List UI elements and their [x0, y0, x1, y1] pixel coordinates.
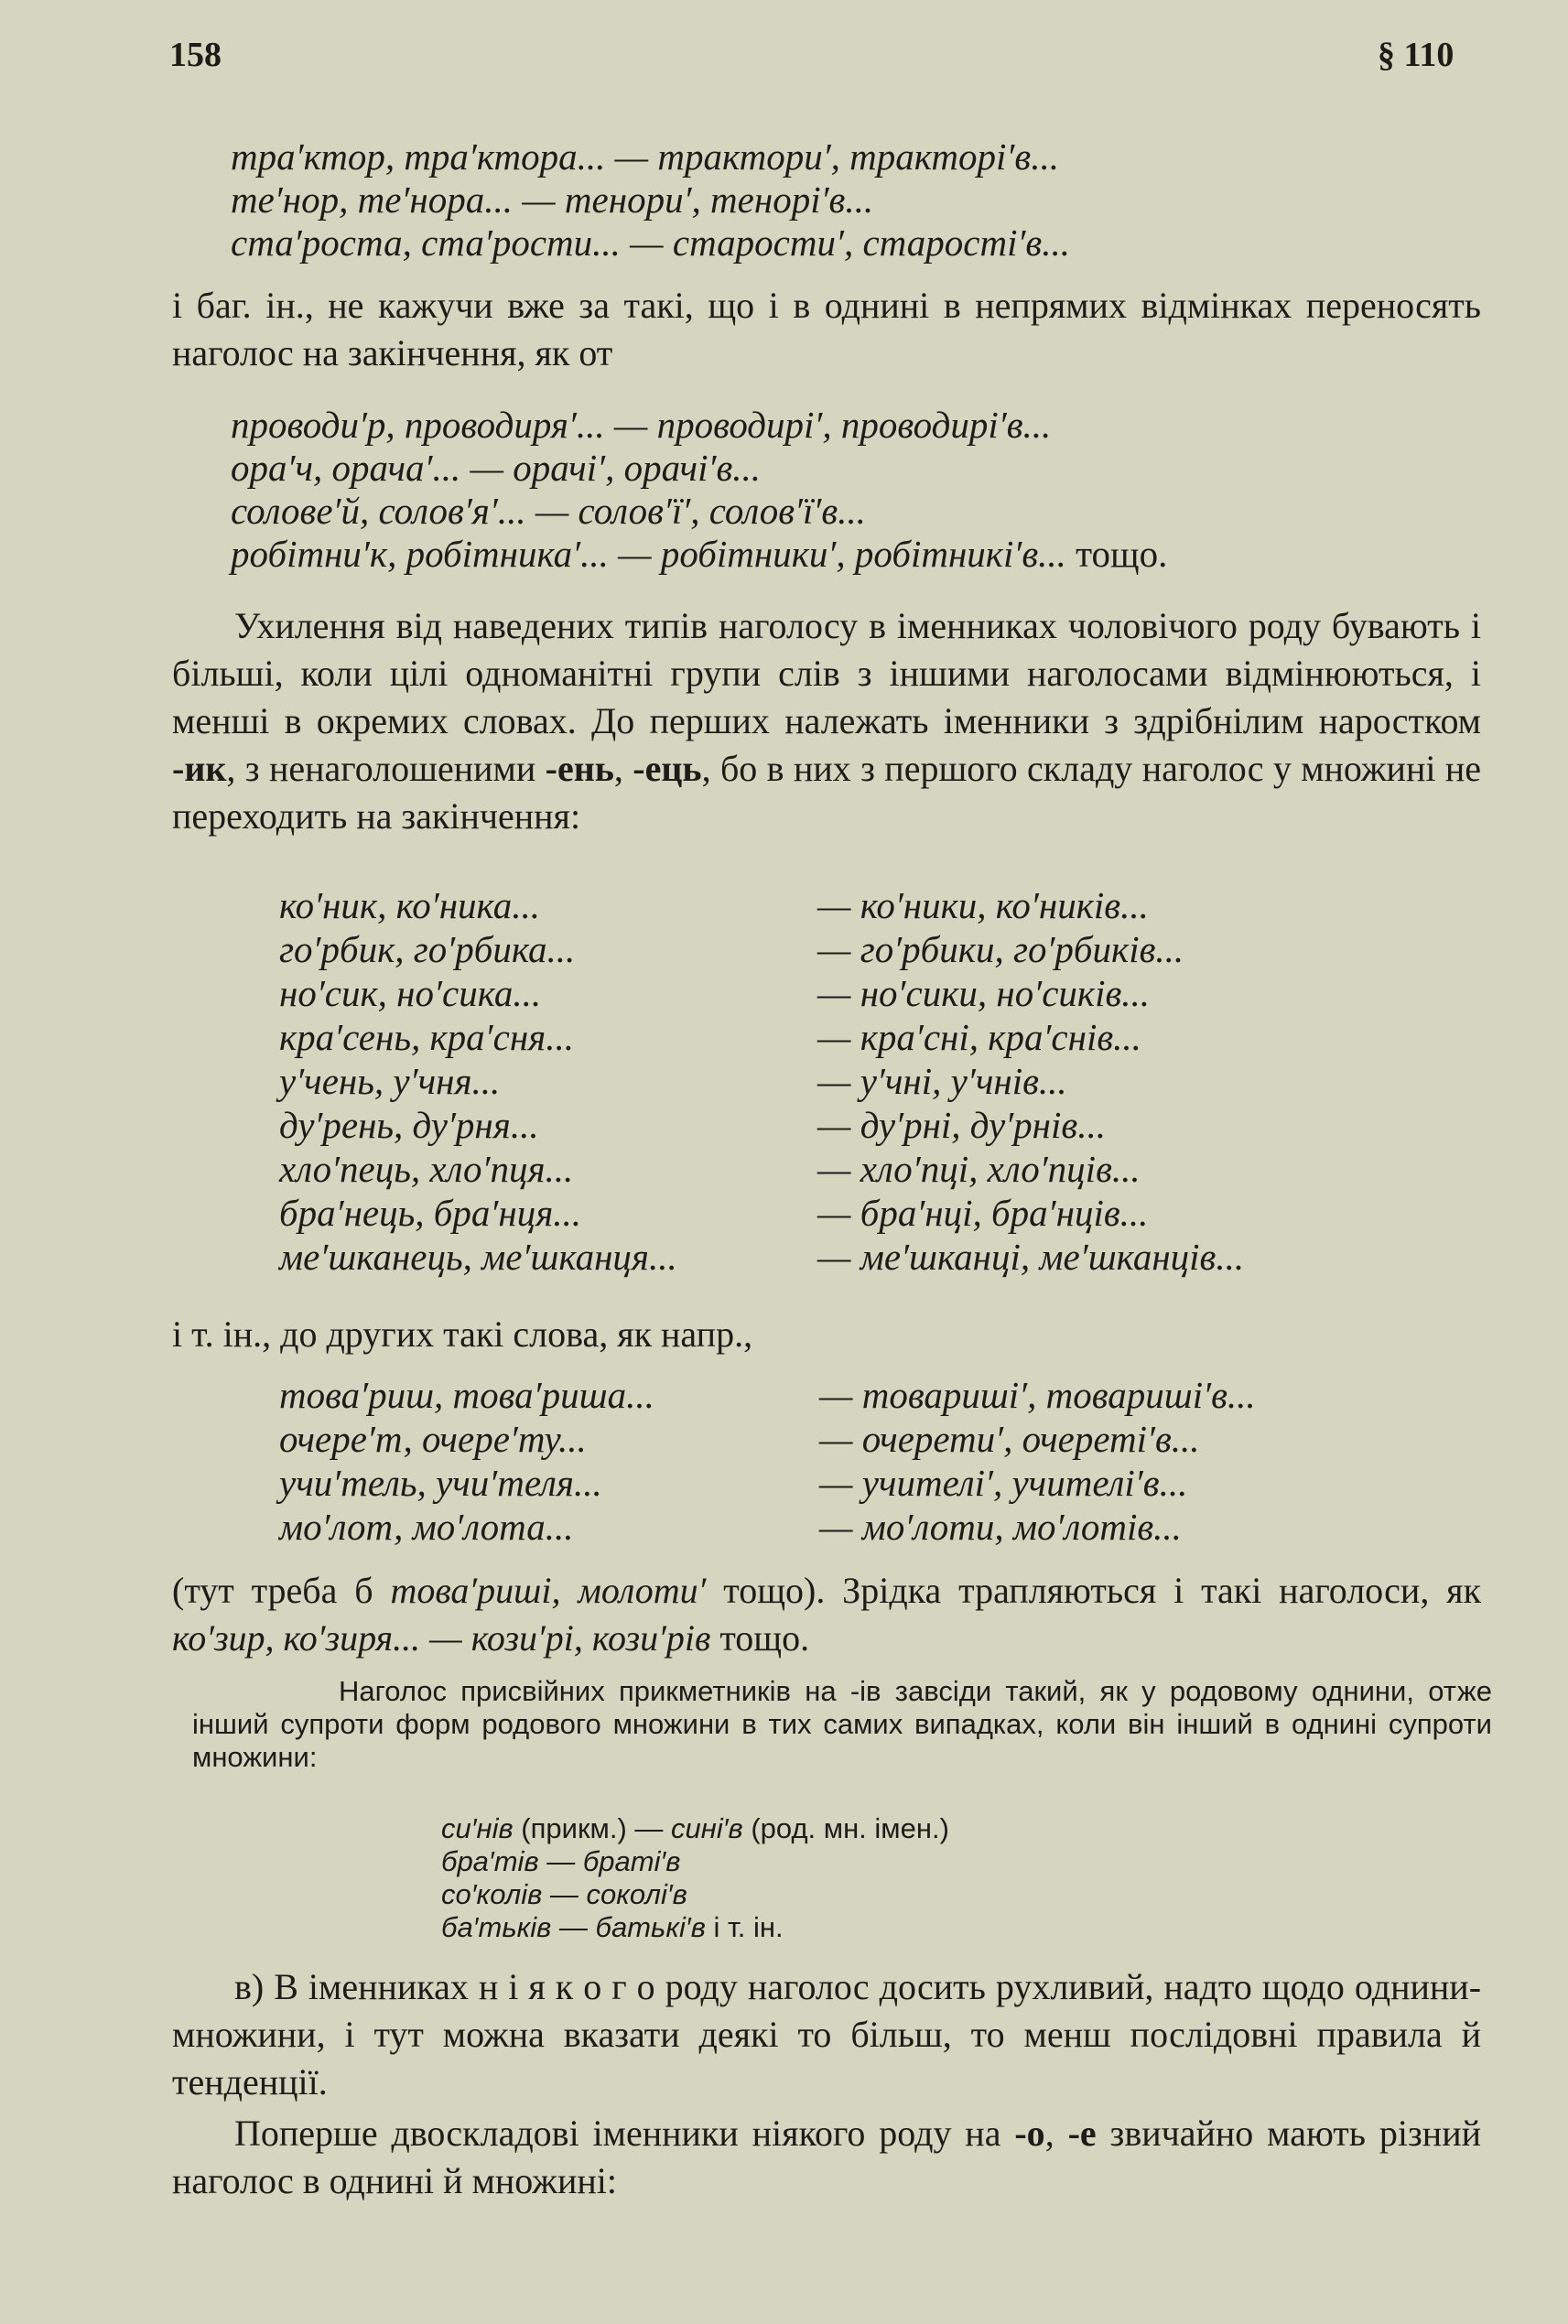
para-text: ,	[613, 748, 623, 789]
suffix-ets: -ець	[633, 748, 702, 789]
plural-forms: — у′чні, у′чнів...	[817, 1060, 1067, 1102]
para-text: тощо). Зрідка трапляються і такі наголоси, як	[723, 1570, 1482, 1611]
example-line: те′нор, те′нора... — тенори′, тенорі′в...	[231, 178, 874, 221]
plural-forms: — хло′пці, хло′пців...	[817, 1148, 1141, 1190]
singular-forms: но′сик, но′сика...	[279, 972, 542, 1014]
note-example-line	[441, 1812, 949, 1845]
singular-forms: кра′сень, кра′сня...	[279, 1016, 574, 1058]
para-text: звичайно мають різний наголос в однині й множині:	[172, 2113, 1482, 2201]
example-line	[231, 533, 1512, 576]
declension-table-2	[279, 1373, 1256, 1549]
example-text: робітни′к, робітника′... — робітники′, робітникі′в...	[231, 533, 1066, 575]
paragraph-1: і баг. ін., не кажучи вже за такі, що і в однині в непрямих відмінках переносять наголос на закінчення, як от	[172, 285, 1481, 373]
section-number: § 110	[1378, 36, 1454, 74]
plural-forms: — товариші′, товариші′в...	[819, 1374, 1256, 1416]
plural-forms: — учителі′, учителі′в...	[819, 1462, 1188, 1504]
singular-forms: бра′нець, бра′нця...	[279, 1192, 582, 1234]
note-text: (род. мн. імен.)	[742, 1812, 949, 1844]
page-number: 158	[169, 36, 222, 74]
table-row	[279, 927, 1244, 971]
paragraph-6	[172, 2110, 1481, 2205]
singular-forms: го′рбик, го′рбика...	[279, 928, 576, 970]
note-example-line	[441, 1878, 949, 1911]
plural-forms: — но′сики, но′сиків...	[817, 972, 1151, 1014]
example-line: проводи′р, проводиря′... — проводирі′, проводирі′в...	[231, 404, 1052, 446]
table-row	[279, 1147, 1244, 1191]
examples-block-2	[231, 404, 1512, 576]
spaced-word: н і я к о г о	[478, 1966, 655, 2007]
suffix-ik: -ик	[172, 748, 227, 789]
plural-forms: — мо′лоти, мо′лотів...	[819, 1506, 1182, 1548]
plural-forms: — кра′сні, кра′снів...	[817, 1016, 1141, 1058]
table-row	[279, 1103, 1244, 1147]
para-italic: това′риші, молоти′	[390, 1570, 707, 1611]
note-italic: со′колів — соколі′в	[441, 1878, 687, 1910]
note-examples	[441, 1812, 949, 1944]
table-row	[279, 883, 1244, 927]
para-text: (тут треба б	[172, 1570, 373, 1611]
para-text: в) В іменниках	[234, 1966, 469, 2007]
para-italic: ко′зир, ко′зиря... — кози′рі, кози′рів	[172, 1617, 711, 1659]
para-text: Ухилення від наведених типів наголосу в іменниках чоловічого роду бувають і більші, коли цілі одноманітні групи слів з іншими наголосами відмінюються, і менші в окремих словах. До перших належать іменники з здрібнілим наростком	[172, 605, 1481, 741]
plural-forms: — ме′шканці, ме′шканців...	[817, 1236, 1245, 1278]
example-line: солове′й, солов′я′... — солов′ї′, солов′ї′в...	[231, 490, 866, 532]
singular-forms: учи′тель, учи′теля...	[279, 1462, 602, 1504]
suffix-o: -о	[1014, 2113, 1045, 2154]
plural-forms: — ду′рні, ду′рнів...	[817, 1104, 1106, 1146]
note-text: (прикм.) —	[513, 1812, 672, 1844]
table-row	[279, 1417, 1256, 1461]
note-italic: сині′в	[671, 1812, 743, 1844]
table-row	[279, 1191, 1244, 1235]
singular-forms: у′чень, у′чня...	[279, 1060, 501, 1102]
para-text: ,	[1044, 2113, 1054, 2154]
examples-block-1	[231, 135, 1512, 265]
table-row	[279, 1461, 1256, 1505]
para-text: роду наголос досить рухливий, надто щодо однини-множини, і тут можна вказати деякі то більш, то менш послідовні правила й тенденції.	[172, 1966, 1482, 2102]
note-italic: ба′тьків — батькі′в	[441, 1911, 706, 1943]
example-line: тра′ктор, тра′ктора... — трактори′, тракторі′в...	[231, 135, 1059, 178]
singular-forms: мо′лот, мо′лота...	[279, 1506, 574, 1548]
small-print-note: Наголос присвійних прикметників на -ів завсіди такий, як у родовому однини, отже інший супроти форм родового множини в тих самих випадках, коли він інший в однині супроти множини:	[192, 1675, 1492, 1773]
plural-forms: — очерети′, очереті′в...	[819, 1418, 1200, 1460]
table-row	[279, 1373, 1256, 1417]
example-tail: тощо.	[1065, 533, 1168, 575]
example-line: ста′роста, ста′рости... — старости′, старості′в...	[231, 222, 1070, 264]
singular-forms: очере′т, очере′ту...	[279, 1418, 587, 1460]
suffix-en: -ень	[545, 748, 614, 789]
para-text: Поперше двоскладові іменники ніякого роду на	[234, 2113, 1001, 2154]
singular-forms: ду′рень, ду′рня...	[279, 1104, 539, 1146]
note-example-line	[441, 1911, 949, 1944]
paragraph-3: і т. ін., до других такі слова, як напр.,	[172, 1313, 753, 1355]
plural-forms: — бра′нці, бра′нців...	[817, 1192, 1149, 1234]
suffix-e: -е	[1067, 2113, 1097, 2154]
singular-forms: хло′пець, хло′пця...	[279, 1148, 574, 1190]
note-text: і т. ін.	[705, 1911, 784, 1943]
table-row	[279, 971, 1244, 1015]
singular-forms: това′риш, това′риша...	[279, 1374, 654, 1416]
table-row	[279, 1505, 1256, 1549]
para-text: , з ненаголошеними	[226, 748, 536, 789]
plural-forms: — го′рбики, го′рбиків...	[817, 928, 1184, 970]
note-example-line	[441, 1845, 949, 1878]
table-row	[279, 1235, 1244, 1279]
table-row	[279, 1059, 1244, 1103]
para-text: тощо.	[719, 1617, 810, 1659]
plural-forms: — ко′ники, ко′ників...	[817, 884, 1149, 926]
declension-table-1	[279, 883, 1244, 1279]
note-italic: си′нів	[441, 1812, 514, 1844]
paragraph-2	[172, 602, 1481, 840]
singular-forms: ме′шканець, ме′шканця...	[279, 1236, 677, 1278]
singular-forms: ко′ник, ко′ника...	[279, 884, 540, 926]
note-italic: бра′тів — браті′в	[441, 1845, 681, 1877]
para-text: , бо в них з першого складу наголос у множині не переходить на закінчення:	[172, 748, 1482, 837]
paragraph-4	[172, 1567, 1481, 1662]
paragraph-5	[172, 1963, 1481, 2106]
table-row	[279, 1015, 1244, 1059]
example-line: ора′ч, орача′... — орачі′, орачі′в...	[231, 447, 762, 489]
